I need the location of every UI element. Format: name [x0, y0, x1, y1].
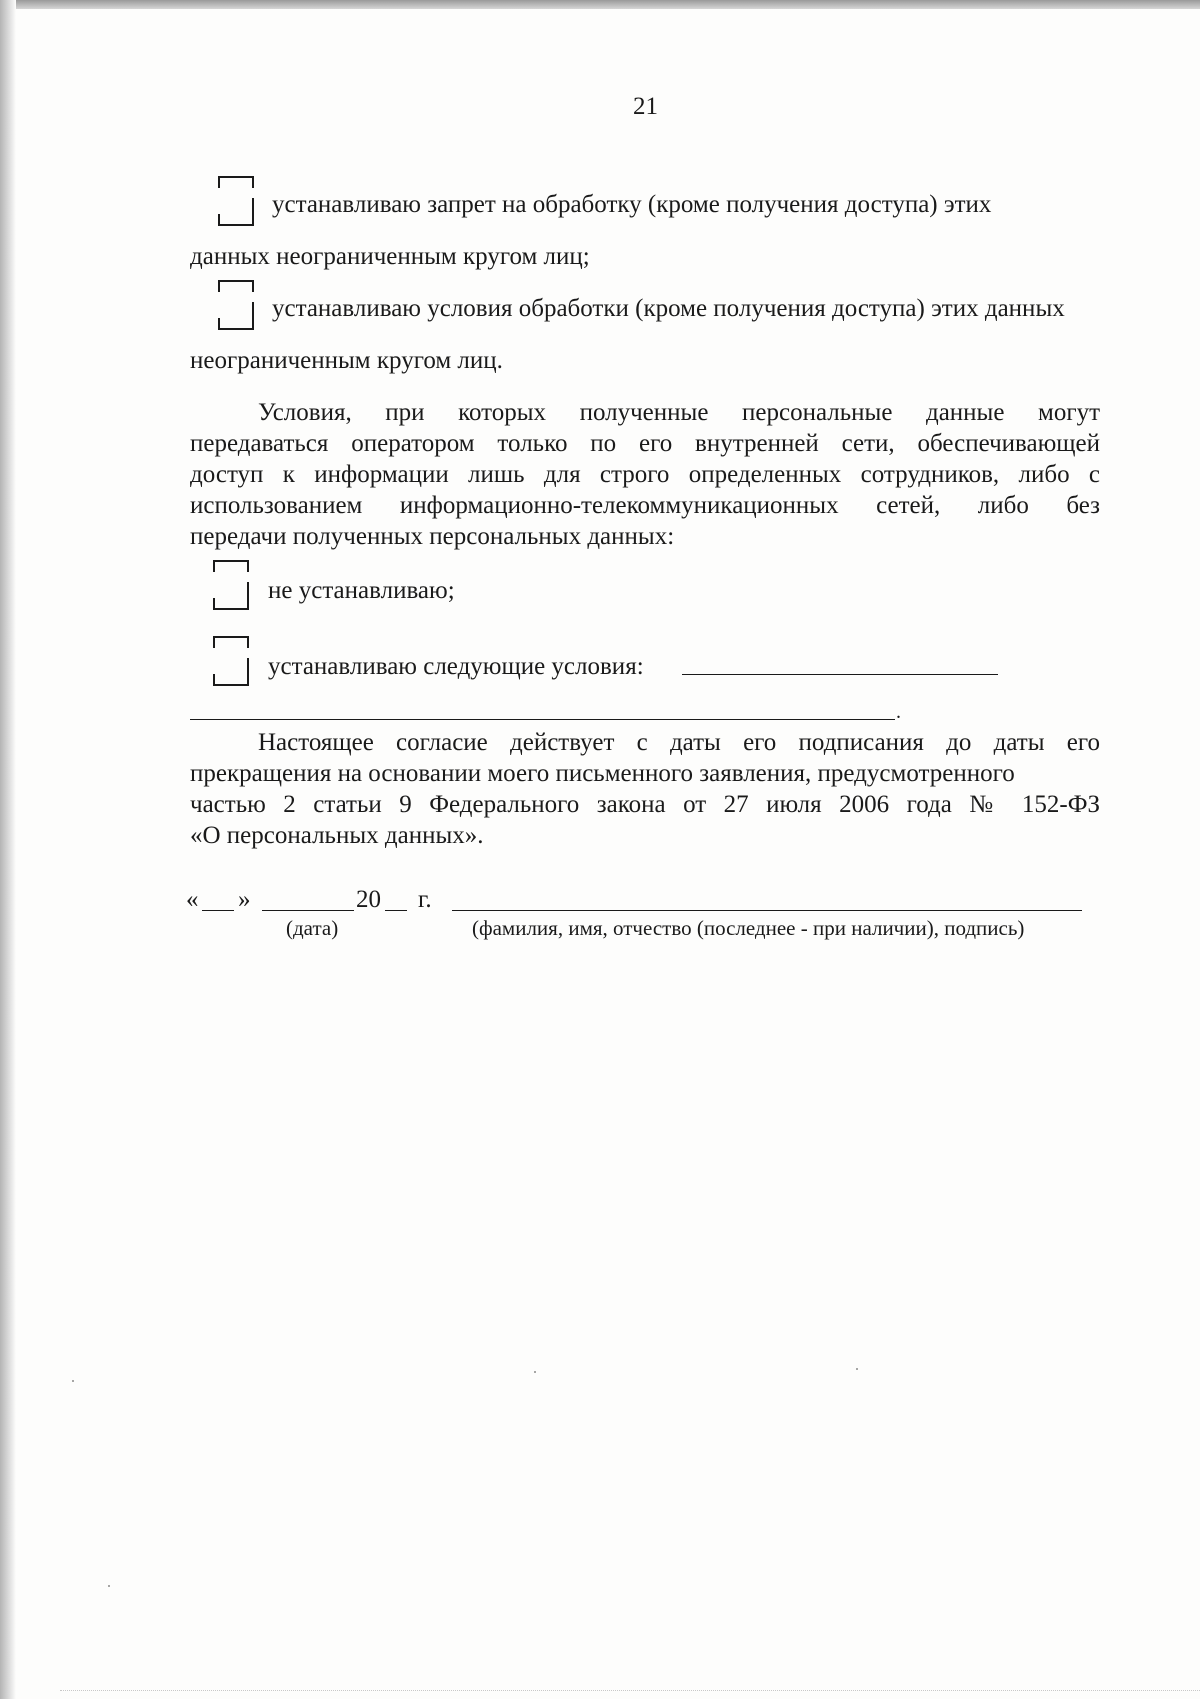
date-year-suffix: г.: [418, 886, 432, 913]
date-close-quote: »: [238, 886, 251, 913]
conditions-paragraph-line-1: Условия, при которых полученные персональные данные могут: [258, 399, 1100, 426]
scan-top-edge: [0, 0, 1200, 9]
blank-line-period: .: [896, 701, 901, 723]
conditions-blank-line[interactable]: [682, 674, 998, 675]
checkbox-no-conditions[interactable]: [213, 560, 249, 610]
page-number: 21: [633, 93, 658, 120]
conditions-blank-line-2[interactable]: [190, 719, 895, 720]
date-year-blank[interactable]: [385, 910, 407, 911]
checkbox-following-conditions[interactable]: [213, 636, 249, 686]
option-conditions-text: устанавливаю условия обработки (кроме получения доступа) этих данных: [272, 295, 1065, 322]
checkbox-prohibit-processing[interactable]: [218, 176, 254, 226]
conditions-paragraph-line-4: использованием информационно-телекоммуникационных сетей, либо без: [190, 492, 1100, 519]
option-following-conditions-text: устанавливаю следующие условия:: [268, 653, 644, 680]
signature-name-blank[interactable]: [452, 910, 1082, 911]
validity-paragraph-line-3: частью 2 статьи 9 Федерального закона от 27 июля 2006 года № 152-ФЗ: [190, 791, 1100, 818]
conditions-paragraph-line-2: передаваться оператором только по его внутренней сети, обеспечивающей: [190, 430, 1100, 457]
validity-paragraph-line-4: «О персональных данных».: [190, 822, 484, 849]
scan-left-edge: [0, 0, 16, 1699]
validity-paragraph-line-1: Настоящее согласие действует с даты его подписания до даты его: [258, 729, 1100, 756]
date-month-blank[interactable]: [262, 910, 354, 911]
checkbox-set-conditions[interactable]: [218, 280, 254, 330]
scan-bottom-edge: [60, 1690, 1200, 1692]
option-no-conditions-text: не устанавливаю;: [268, 577, 455, 604]
date-year-prefix: 20: [356, 886, 381, 913]
scan-speck: [72, 1380, 74, 1382]
scan-speck: [534, 1371, 536, 1373]
option-prohibit-text: устанавливаю запрет на обработку (кроме получения доступа) этих: [272, 191, 992, 218]
date-open-quote: «: [186, 886, 199, 913]
name-signature-caption: (фамилия, имя, отчество (последнее - при наличии), подпись): [472, 916, 1025, 940]
date-caption: (дата): [286, 916, 339, 940]
date-day-blank[interactable]: [202, 910, 234, 911]
option-prohibit-text-cont: данных неограниченным кругом лиц;: [190, 243, 590, 270]
conditions-paragraph-line-3: доступ к информации лишь для строго определенных сотрудников, либо с: [190, 461, 1100, 488]
conditions-paragraph-line-5: передачи полученных персональных данных:: [190, 523, 675, 550]
option-conditions-text-cont: неограниченным кругом лиц.: [190, 347, 503, 374]
scan-speck: [856, 1368, 858, 1370]
scan-speck: [108, 1585, 110, 1587]
validity-paragraph-line-2: прекращения на основании моего письменного заявления, предусмотренного: [190, 760, 1015, 787]
